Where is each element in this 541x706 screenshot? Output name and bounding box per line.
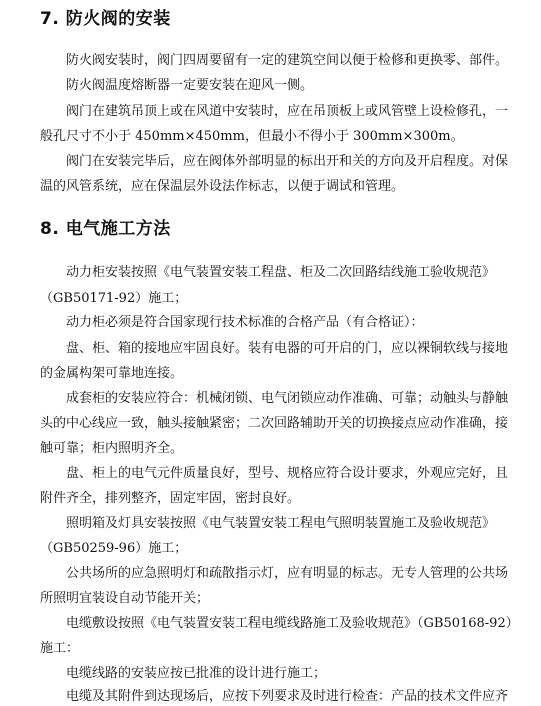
paragraph-line: 电缆及其附件到达现场后，应按下列要求及时进行检查：产品的技术文件应齐: [66, 689, 509, 704]
paragraph-line: 盘、柜上的电气元件质量良好，型号、规格应符合设计要求，外观应完好，且: [66, 466, 509, 481]
paragraph-line: 盘、柜、箱的接地应牢固良好。装有电器的可开启的门，应以裸铜软线与接地: [66, 341, 509, 356]
paragraph-line: 公共场所的应急照明灯和疏散指示灯，应有明显的标志。无专人管理的公共场: [66, 566, 509, 581]
paragraph-line: 施工：: [40, 641, 80, 656]
paragraph-line: 头的中心线应一致，触头接触紧密；二次回路辅助开关的切换接点应动作准确，接: [40, 416, 509, 431]
paragraph-line: 照明箱及灯具安装按照《电气装置安装工程电气照明装置施工及验收规范》: [66, 516, 496, 531]
paragraph-line: 防火阀安装时，阀门四周要留有一定的建筑空间以便于检修和更换零、部件。: [66, 53, 509, 68]
paragraph-line: 动力柜安装按照《电气装置安装工程盘、柜及二次回路结线施工验收规范》: [66, 265, 496, 280]
section-8-heading: 8. 电气施工方法: [40, 219, 171, 239]
paragraph-line: 阀门在建筑吊顶上或在风道中安装时，应在吊顶板上或风管壁上设检修孔，一: [66, 104, 509, 119]
paragraph-line: 所照明宜装设自动节能开关；: [40, 591, 210, 606]
paragraph-line: 防火阀温度熔断器一定要安装在迎风一侧。: [66, 78, 314, 93]
section-7-heading: 7. 防火阀的安装: [40, 9, 171, 29]
paragraph-line: 成套柜的安装应符合：机械闭锁、电气闭锁应动作准确、可靠；动触头与静触: [66, 391, 509, 406]
paragraph-line: 附件齐全，排列整齐，固定牢固，密封良好。: [40, 491, 301, 506]
paragraph-line: 电缆敷设按照《电气装置安装工程电缆线路施工及验收规范》（GB50168-92）: [66, 616, 519, 631]
paragraph-line: 阀门在安装完毕后，应在阀体外部明显的标出开和关的方向及开启程度。对保: [66, 154, 509, 169]
paragraph-line: 的金属构架可靠地连接。: [40, 366, 184, 381]
paragraph-line: （GB50171-92）施工；: [40, 291, 188, 306]
paragraph-line: （GB50259-96）施工；: [40, 541, 188, 556]
paragraph-line: 触可靠；柜内照明齐全。: [40, 441, 184, 456]
paragraph-line: 般孔尺寸不小于 450mm×450mm，但最小不得小于 300mm×300m。: [40, 129, 464, 144]
paragraph-line: 电缆线路的安装应按已批准的设计进行施工；: [66, 666, 327, 681]
paragraph-line: 温的风管系统，应在保温层外设法作标志，以便于调试和管理。: [40, 179, 405, 194]
paragraph-line: 动力柜必须是符合国家现行技术标准的合格产品（有合格证）：: [66, 315, 424, 330]
